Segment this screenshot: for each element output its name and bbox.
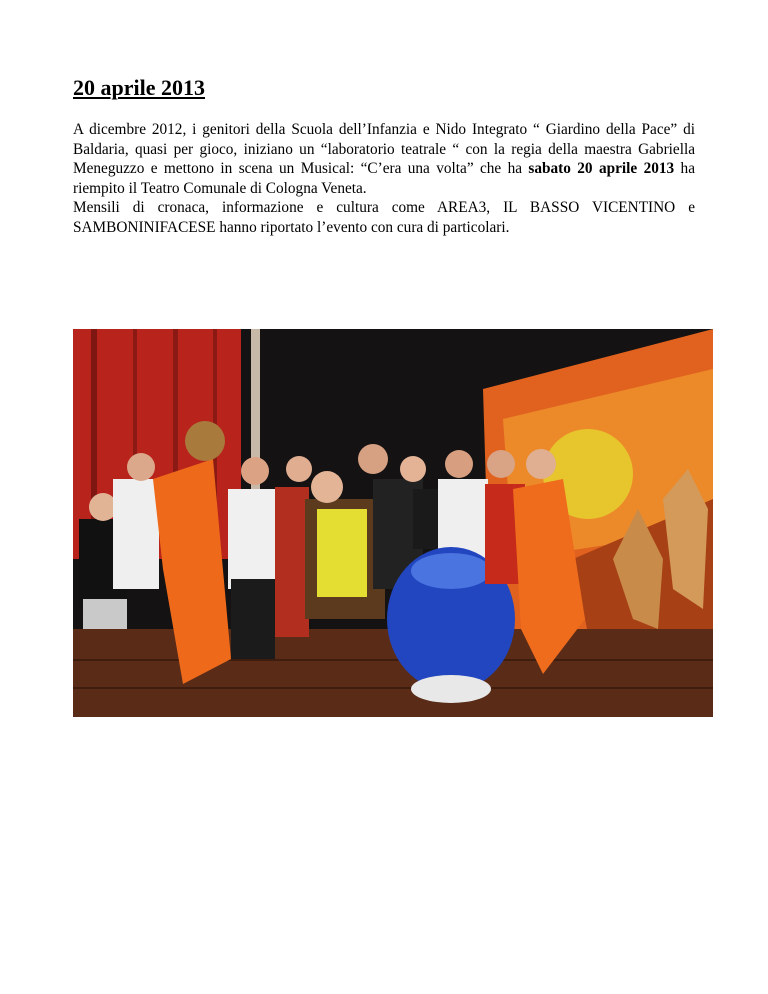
- paragraph-intro-text: A dicembre 2012, i genitori della Scuola dell’Infanzia e Nido Integrato “ Giardino della Pace” di Baldaria, quasi per gioco, iniziano un “laboratorio teatrale “ con la regia della maestra Gabriella Meneguzzo e mettono in scena un Musical: “C’era una volta” che ha: [73, 121, 695, 178]
- event-date-bold: sabato 20 aprile 2013: [528, 160, 675, 178]
- paragraph-intro-ending: ha riempito il Teatro Comunale di Cologna Veneta.: [73, 160, 695, 197]
- paragraph-press: Mensili di cronaca, informazione e cultura come AREA3, IL BASSO VICENTINO e SAMBONINIFACESE hanno riportato l’evento con cura di particolari.: [73, 199, 695, 236]
- article-body: [73, 120, 695, 238]
- paragraph-intro: [73, 120, 695, 198]
- page-title: 20 aprile 2013: [73, 75, 205, 100]
- theater-group-photo: [73, 329, 713, 717]
